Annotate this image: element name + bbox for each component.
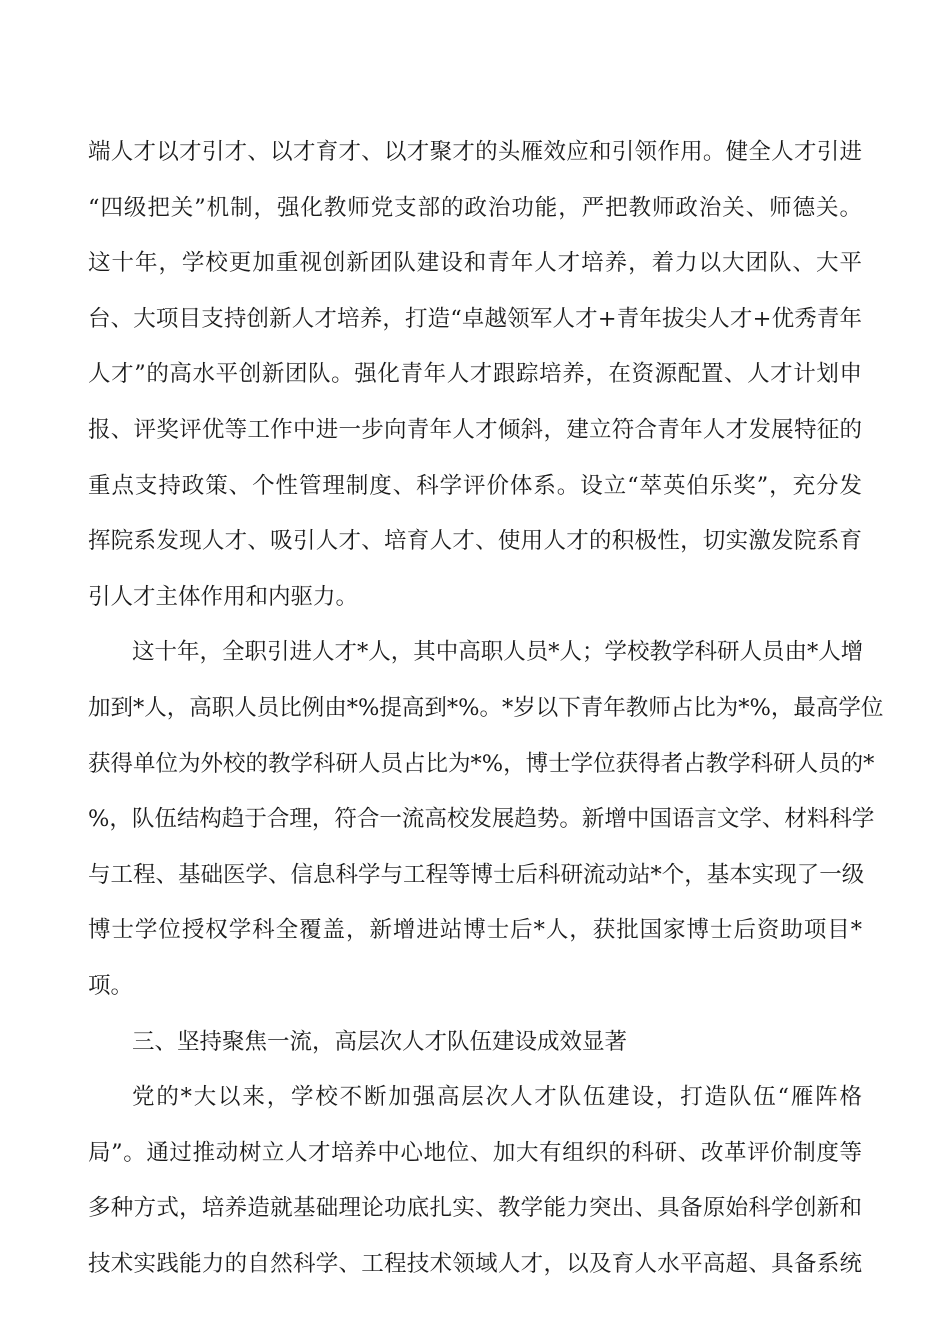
- text-line: 党的*大以来，学校不断加强高层次人才队伍建设，打造队伍“雁阵格: [132, 1084, 862, 1110]
- text-line: 局”。通过推动树立人才培养中心地位、加大有组织的科研、改革评价制度等: [88, 1140, 862, 1166]
- text-line: 技术实践能力的自然科学、工程技术领域人才，以及育人水平高超、具备系统: [88, 1251, 862, 1277]
- text-line: 端人才以才引才、以才育才、以才聚才的头雁效应和引领作用。健全人才引进: [88, 139, 862, 165]
- text-line: 重点支持政策、个性管理制度、科学评价体系。设立“萃英伯乐奖”，充分发: [88, 473, 862, 499]
- text-line: 多种方式，培养造就基础理论功底扎实、教学能力突出、具备原始科学创新和: [88, 1195, 862, 1221]
- text-line: 博士学位授权学科全覆盖，新增进站博士后*人，获批国家博士后资助项目*: [88, 917, 862, 943]
- text-line: 加到*人，高职人员比例由*%提高到*%。*岁以下青年教师占比为*%，最高学位: [88, 695, 884, 721]
- text-line: 报、评奖评优等工作中进一步向青年人才倾斜，建立符合青年人才发展特征的: [88, 417, 862, 443]
- text-line: 这十年，全职引进人才*人，其中高职人员*人；学校教学科研人员由*人增: [132, 639, 864, 665]
- text-line: 与工程、基础医学、信息科学与工程等博士后科研流动站*个，基本实现了一级: [88, 862, 865, 888]
- text-line: 项。: [88, 973, 134, 999]
- text-line: 引人才主体作用和内驱力。: [88, 584, 359, 610]
- text-line: %，队伍结构趋于合理，符合一流高校发展趋势。新增中国语言文学、材料科学: [88, 806, 875, 832]
- text-line: 这十年，学校更加重视创新团队建设和青年人才培养，着力以大团队、大平: [88, 250, 862, 276]
- text-line: “四级把关”机制，强化教师党支部的政治功能，严把教师政治关、师德关。: [88, 195, 862, 221]
- text-line: 挥院系发现人才、吸引人才、培育人才、使用人才的积极性，切实激发院系育: [88, 528, 862, 554]
- text-line: 台、大项目支持创新人才培养，打造“卓越领军人才+青年拔尖人才+优秀青年: [88, 306, 862, 332]
- text-line: 人才”的高水平创新团队。强化青年人才跟踪培养，在资源配置、人才计划申: [88, 361, 862, 387]
- text-line: 获得单位为外校的教学科研人员占比为*%，博士学位获得者占教学科研人员的*: [88, 751, 875, 777]
- heading-line: 三、坚持聚焦一流，高层次人才队伍建设成效显著: [132, 1029, 628, 1055]
